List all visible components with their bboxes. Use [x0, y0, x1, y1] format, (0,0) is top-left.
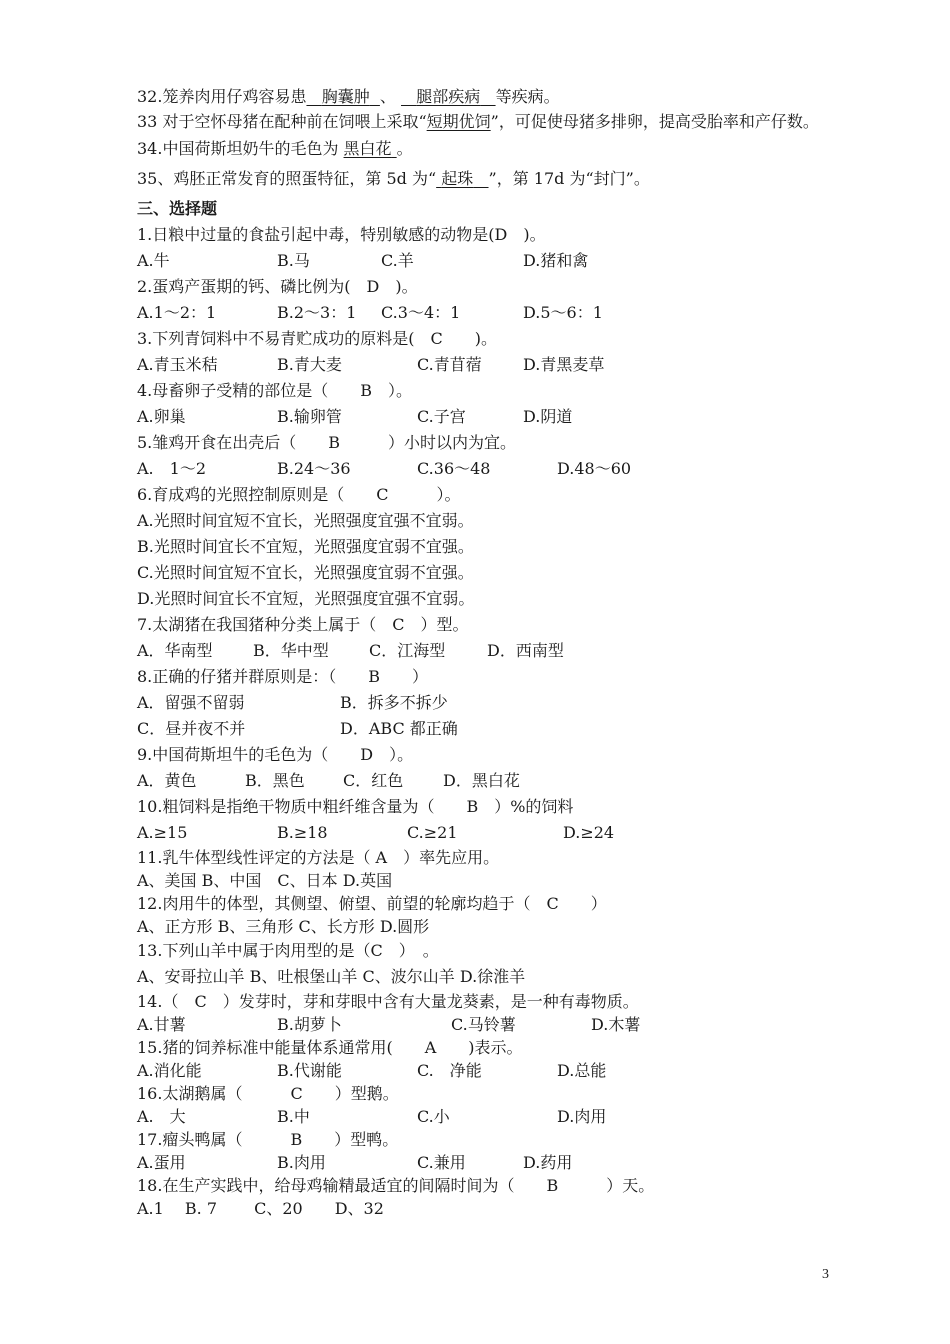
option: B.青大麦 — [277, 355, 342, 374]
option: B.24～36 — [277, 459, 351, 478]
options-row — [137, 456, 837, 482]
options-row — [137, 300, 837, 326]
question-text: 、 — [379, 87, 396, 106]
options-row — [137, 248, 837, 274]
question-stem: 10.粗饲料是指绝干物质中粗纤维含量为（ B ）%的饲料 — [137, 797, 574, 816]
option: C.36～48 — [417, 459, 491, 478]
question-text: 34.中国荷斯坦奶牛的毛色为 — [137, 139, 344, 158]
question-stem: 12.肉用牛的体型，其侧望、俯望、前望的轮廓均趋于（ C ） — [137, 894, 607, 913]
answer-blank: 短期优饲 — [426, 112, 491, 131]
option: A.青玉米秸 — [137, 355, 218, 374]
question-32 — [137, 84, 837, 110]
option: B.代谢能 — [277, 1061, 342, 1080]
options-inline: A、美国 B、中国 C、日本 D.英国 — [137, 871, 393, 890]
option: A.卵巢 — [137, 407, 186, 426]
option: C.光照时间宜短不宜长，光照强度宜弱不宜强。 — [137, 563, 474, 582]
options-row — [137, 1105, 837, 1128]
option: D．黑白花 — [443, 771, 520, 790]
option: B.≥18 — [277, 823, 328, 842]
options-row — [137, 820, 837, 846]
question-stem: 3.下列青饲料中不易青贮成功的原料是( C )。 — [137, 329, 497, 348]
option: A.甘薯 — [137, 1015, 186, 1034]
option: A.消化能 — [137, 1061, 202, 1080]
option: B．黑色 — [245, 771, 305, 790]
question-stem: 11.乳牛体型线性评定的方法是（ A ）率先应用。 — [137, 848, 500, 867]
options-row — [137, 1059, 837, 1082]
options-row — [137, 638, 837, 664]
option: D．西南型 — [487, 641, 564, 660]
question-stem: 9.中国荷斯坦牛的毛色为（ D ）。 — [137, 745, 414, 764]
question-stem: 18.在生产实践中，给母鸡输精最适宜的间隔时间为（ B ）天。 — [137, 1176, 655, 1195]
question-33 — [137, 110, 837, 133]
question-stem: 5.雏鸡开食在出壳后（ B ）小时以内为宜。 — [137, 433, 517, 452]
option: C.青苜蓿 — [417, 355, 482, 374]
option: B.输卵管 — [277, 407, 342, 426]
option: A.光照时间宜短不宜长，光照强度宜强不宜弱。 — [137, 511, 474, 530]
option: C.子宫 — [417, 407, 466, 426]
question-35 — [137, 166, 837, 192]
question-stem: 16.太湖鹅属（ C ）型鹅。 — [137, 1084, 399, 1103]
option: D.猪和禽 — [523, 251, 589, 270]
option: C.兼用 — [417, 1153, 466, 1172]
option: C.≥21 — [407, 823, 458, 842]
question-34 — [137, 136, 837, 162]
question-stem: 15.猪的饲养标准中能量体系通常用( A )表示。 — [137, 1038, 523, 1057]
question-stem: 17.瘤头鸭属（ B ）型鸭。 — [137, 1130, 399, 1149]
question-text: ”，第 17d 为“封门”。 — [488, 169, 650, 188]
option: B.肉用 — [277, 1153, 326, 1172]
question-stem: 8.正确的仔猪并群原则是：（ B ） — [137, 667, 429, 686]
options-inline: A、安哥拉山羊 B、吐根堡山羊 C、波尔山羊 D.徐淮羊 — [137, 967, 526, 986]
option: B．华中型 — [253, 641, 329, 660]
option: A. 1～2 — [137, 459, 207, 478]
options-row — [137, 716, 837, 742]
option: D.木薯 — [591, 1015, 641, 1034]
question-text: 33 对于空怀母猪在配种前在饲喂上采取“ — [137, 112, 427, 131]
answer-blank: 起珠 — [441, 169, 474, 188]
option: D.药用 — [523, 1153, 573, 1172]
option: C.羊 — [381, 251, 414, 270]
question-stem: 7.太湖猪在我国猪种分类上属于（ C ）型。 — [137, 615, 469, 634]
option: B.中 — [277, 1107, 310, 1126]
section-title: 三、选择题 — [137, 199, 218, 218]
option: C.小 — [417, 1107, 450, 1126]
option: A.牛 — [137, 251, 170, 270]
question-text: 。 — [396, 139, 413, 158]
question-text: ”，可促使母猪多排卵，提高受胎率和产仔数。 — [490, 112, 819, 131]
option: B.马 — [277, 251, 310, 270]
answer-blank: 腿部疾病 — [416, 87, 481, 106]
option: D．ABC 都正确 — [340, 719, 458, 738]
option: C．江海型 — [369, 641, 446, 660]
question-text: 35、鸡胚正常发育的照蛋特征，第 5d 为“ — [137, 169, 437, 188]
option: D.青黑麦草 — [523, 355, 605, 374]
question-stem: 6.育成鸡的光照控制原则是（ C ）。 — [137, 485, 461, 504]
option: B.胡萝卜 — [277, 1015, 342, 1034]
question-text: 32.笼养肉用仔鸡容易患 — [137, 87, 307, 106]
question-stem: 4.母畜卵子受精的部位是（ B ）。 — [137, 381, 413, 400]
options-row — [137, 690, 837, 716]
option: D.5～6：1 — [523, 303, 603, 322]
option: B．拆多不拆少 — [340, 693, 448, 712]
page-content — [137, 84, 837, 1220]
options-inline: A、正方形 B、三角形 C、长方形 D.圆形 — [137, 917, 430, 936]
option: B.光照时间宜长不宜短，光照强度宜弱不宜强。 — [137, 537, 474, 556]
option: D.肉用 — [557, 1107, 607, 1126]
options-row — [137, 1013, 837, 1036]
question-stem: 14.（ C ）发芽时，芽和芽眼中含有大量龙葵素，是一种有毒物质。 — [137, 992, 639, 1011]
option: D.48～60 — [557, 459, 632, 478]
options-row — [137, 768, 837, 794]
option: C．红色 — [343, 771, 404, 790]
options-inline: A.1 B. 7 C、20 D、32 — [137, 1199, 384, 1218]
option: A.≥15 — [137, 823, 188, 842]
option: A．黄色 — [137, 771, 197, 790]
question-stem: 2.蛋鸡产蛋期的钙、磷比例为( D )。 — [137, 277, 418, 296]
option: C.3～4：1 — [381, 303, 461, 322]
option: C.马铃薯 — [451, 1015, 516, 1034]
options-row — [137, 404, 837, 430]
question-stem: 1.日粮中过量的食盐引起中毒，特别敏感的动物是(D )。 — [137, 225, 546, 244]
answer-blank: 黑白花 — [343, 139, 392, 158]
option: A.1～2：1 — [137, 303, 217, 322]
option: C．昼并夜不并 — [137, 719, 246, 738]
option: C. 净能 — [417, 1061, 482, 1080]
option: A. 大 — [137, 1107, 186, 1126]
answer-blank: 胸囊肿 — [321, 87, 370, 106]
option: B.2～3：1 — [277, 303, 357, 322]
page-number: 3 — [822, 1267, 829, 1282]
option: A.蛋用 — [137, 1153, 186, 1172]
options-row — [137, 352, 837, 378]
option: D.总能 — [557, 1061, 607, 1080]
option: D.阴道 — [523, 407, 573, 426]
options-row — [137, 1151, 837, 1174]
option: A．华南型 — [137, 641, 213, 660]
option: D.≥24 — [563, 823, 615, 842]
option: A．留强不留弱 — [137, 693, 245, 712]
question-stem: 13.下列山羊中属于肉用型的是（C ） 。 — [137, 941, 439, 960]
question-text: 等疾病。 — [495, 87, 560, 106]
option: D.光照时间宜长不宜短，光照强度宜强不宜弱。 — [137, 589, 475, 608]
